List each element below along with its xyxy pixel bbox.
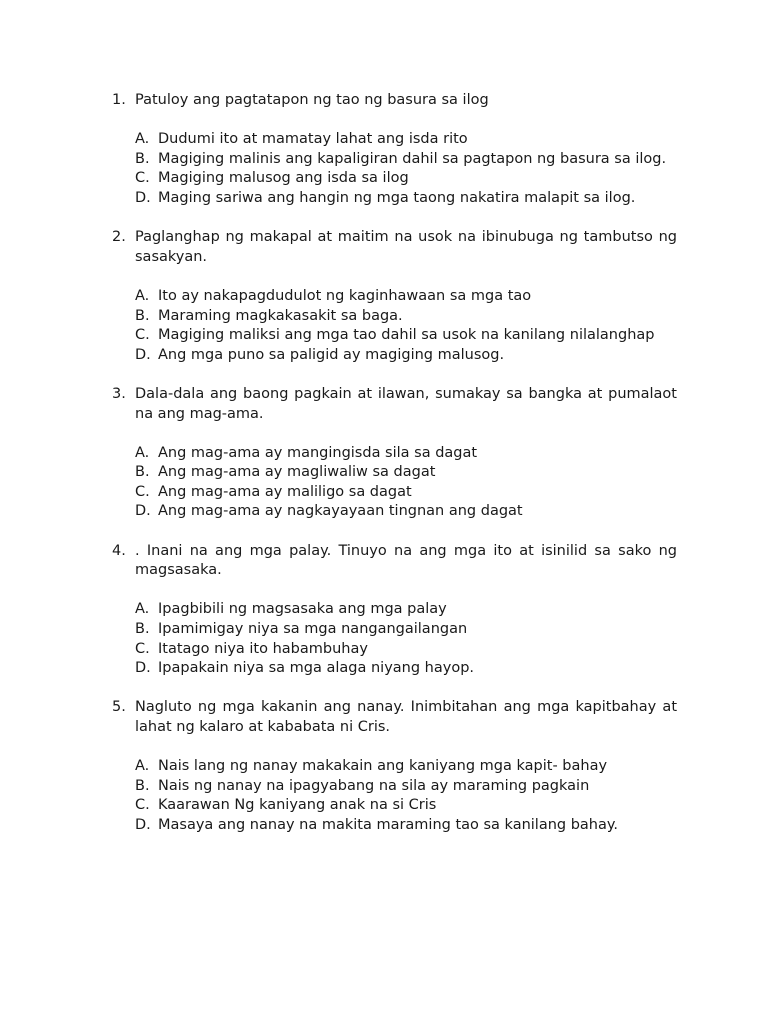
quiz-list [112, 91, 677, 855]
question-text: Nagluto ng mga kakanin ang nanay. Inimbitahan ang mga kapitbahay at lahat ng kalaro at kababata ni Cris. [135, 699, 677, 735]
question-item [112, 542, 677, 679]
choice-item [135, 189, 677, 209]
choice-list [135, 130, 677, 208]
question-number: 1. [112, 92, 126, 108]
choice-item [135, 796, 677, 816]
choice-letter: C. [135, 797, 150, 814]
choice-item [135, 150, 677, 170]
choice-letter: D. [135, 346, 151, 363]
choice-letter: C. [135, 327, 150, 344]
question-text: Patuloy ang pagtatapon ng tao ng basura sa ilog [135, 92, 489, 108]
choice-letter: C. [135, 640, 150, 657]
choice-item [135, 777, 677, 797]
choice-text: Maraming magkakasakit sa baga. [158, 307, 403, 324]
choice-letter: B. [135, 777, 150, 794]
choice-letter: B. [135, 621, 150, 638]
choice-letter: A. [135, 601, 150, 618]
question-row [112, 542, 677, 581]
question-row [112, 228, 677, 267]
choice-text: Nais lang ng nanay makakain ang kaniyang mga kapit- bahay [158, 758, 608, 775]
choice-item [135, 502, 677, 522]
question-number: 2. [112, 229, 126, 246]
choice-text: Ang mag-ama ay mangingisda sila sa dagat [158, 444, 478, 461]
choice-text: Kaarawan Ng kaniyang anak na si Cris [158, 797, 437, 814]
choice-text: Nais ng nanay na ipagyabang na sila ay maraming pagkain [158, 777, 590, 794]
choice-list [135, 600, 677, 678]
question-text: . Inani na ang mga palay. Tinuyo na ang mga ito at isinilid sa sako ng magsasaka. [135, 542, 677, 579]
question-item [112, 698, 677, 835]
question-item [112, 91, 677, 209]
choice-letter: D. [135, 660, 151, 677]
question-item [112, 385, 677, 522]
question-text: Paglanghap ng makapal at maitim na usok na ibinubuga ng tambutso ng sasakyan. [135, 229, 677, 265]
choice-item [135, 130, 677, 150]
question-number: 3. [112, 385, 126, 402]
choice-letter: B. [135, 307, 150, 324]
choice-item [135, 816, 677, 836]
choice-item [135, 483, 677, 503]
choice-item [135, 757, 677, 777]
question-row [112, 91, 677, 111]
choice-text: Masaya ang nanay na makita maraming tao sa kanilang bahay. [158, 816, 619, 833]
choice-text: Ito ay nakapagdudulot ng kaginhawaan sa mga tao [158, 287, 532, 304]
choice-letter: D. [135, 816, 151, 833]
choice-letter: A. [135, 444, 150, 461]
choice-text: Ipamimigay niya sa mga nangangailangan [158, 621, 468, 638]
choice-letter: C. [135, 483, 150, 500]
choice-letter: D. [135, 189, 151, 206]
choice-item [135, 600, 677, 620]
question-item [112, 228, 677, 365]
choice-text: Magiging malinis ang kapaligiran dahil sa pagtapon ng basura sa ilog. [158, 150, 667, 167]
choice-text: Ang mga puno sa paligid ay magiging malusog. [158, 346, 505, 363]
choice-item [135, 463, 677, 483]
choice-item [135, 444, 677, 464]
choice-letter: B. [135, 464, 150, 481]
choice-item [135, 287, 677, 307]
choice-item [135, 307, 677, 327]
question-row [112, 385, 677, 424]
choice-item [135, 326, 677, 346]
choice-text: Magiging maliksi ang mga tao dahil sa usok na kanilang nilalanghap [158, 327, 655, 344]
choice-letter: A. [135, 287, 150, 304]
choice-letter: A. [135, 758, 150, 775]
choice-text: Ipapakain niya sa mga alaga niyang hayop. [158, 660, 475, 677]
choice-text: Maging sariwa ang hangin ng mga taong nakatira malapit sa ilog. [158, 189, 636, 206]
choice-text: Dudumi ito at mamatay lahat ang isda rito [158, 131, 468, 148]
question-number: 4. [112, 542, 126, 559]
choice-letter: D. [135, 503, 151, 520]
choice-item [135, 640, 677, 660]
choice-text: Ang mag-ama ay nagkayayaan tingnan ang dagat [158, 503, 523, 520]
choice-item [135, 620, 677, 640]
choice-list [135, 757, 677, 835]
question-number: 5. [112, 699, 126, 716]
choice-text: Ang mag-ama ay magliwaliw sa dagat [158, 464, 436, 481]
choice-text: Ang mag-ama ay maliligo sa dagat [158, 483, 412, 500]
choice-item [135, 346, 677, 366]
question-row [112, 698, 677, 737]
choice-letter: A. [135, 131, 150, 148]
choice-item [135, 659, 677, 679]
choice-text: Magiging malusog ang isda sa ilog [158, 170, 409, 187]
question-text: Dala-dala ang baong pagkain at ilawan, sumakay sa bangka at pumalaot na ang mag-ama. [135, 385, 677, 422]
choice-item [135, 169, 677, 189]
choice-text: Ipagbibili ng magsasaka ang mga palay [158, 601, 447, 618]
choice-letter: B. [135, 150, 150, 167]
choice-list [135, 444, 677, 522]
choice-text: Itatago niya ito habambuhay [158, 640, 368, 657]
choice-list [135, 287, 677, 365]
choice-letter: C. [135, 170, 150, 187]
